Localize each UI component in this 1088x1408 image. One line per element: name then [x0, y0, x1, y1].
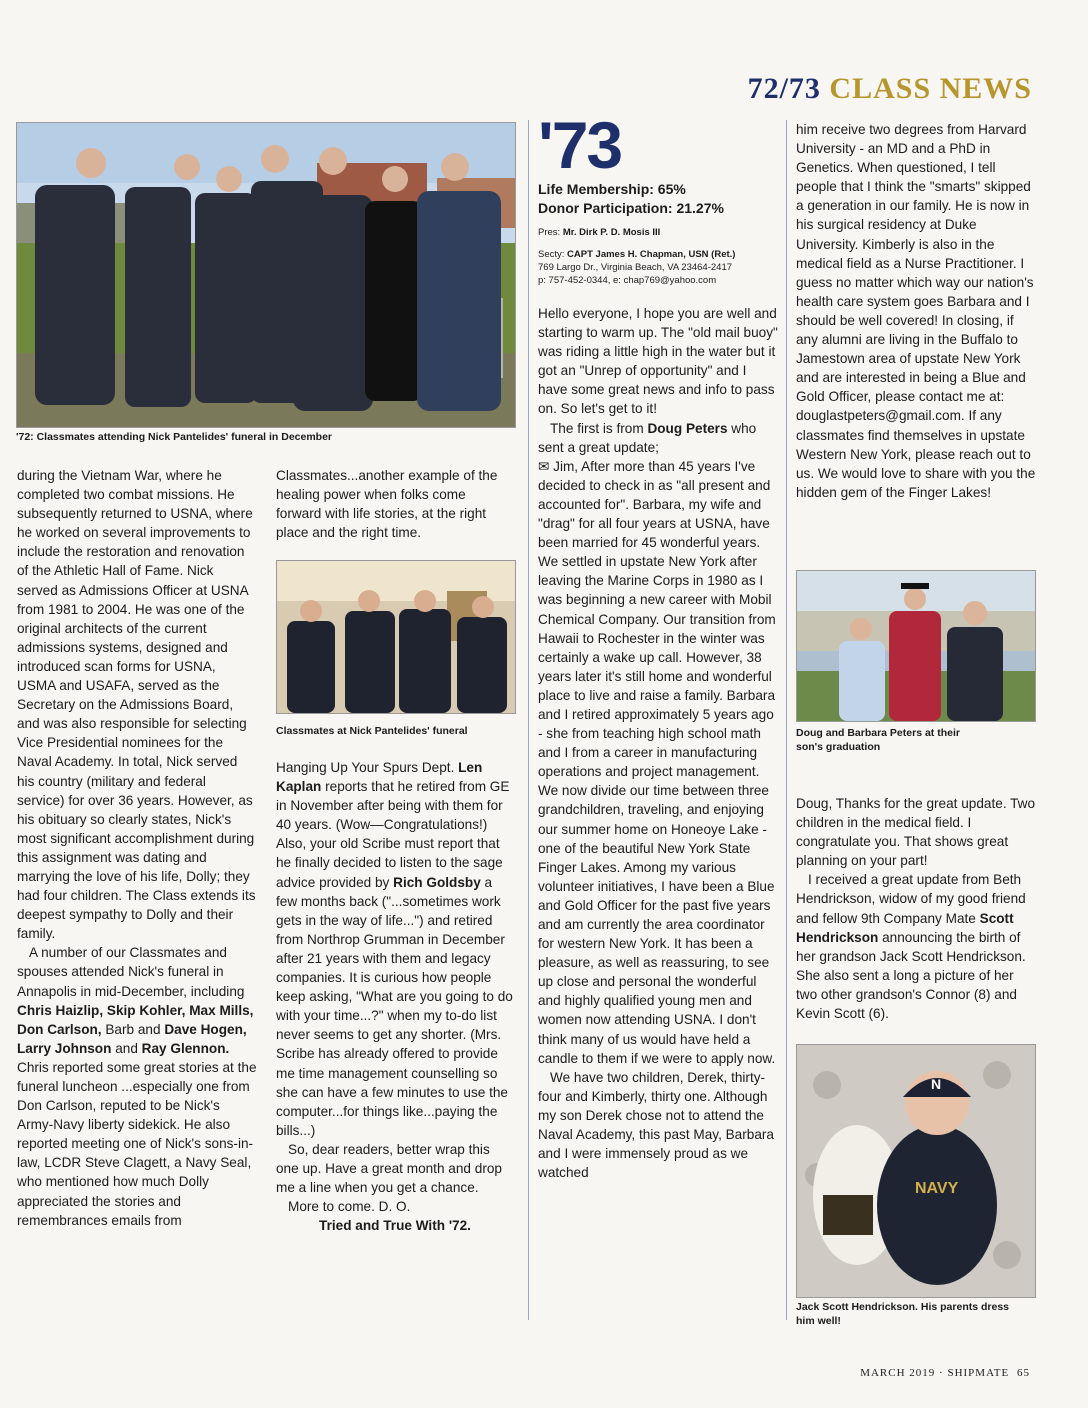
photo-four-classmates-caption: Classmates at Nick Pantelides' funeral	[276, 725, 468, 737]
col4-paragraph-1: him receive two degrees from Harvard University - an MD and a PhD in Genetics. When questioned, I tell people that I think the "smarts" skipped a generation in our family. He is now in his surgical residency at Duke University. Kimberly is also in the medical field as a Nurse Practitioner. I guess no matter which way our nation's health care system goes Barbara and I should be well covered! In closing, if any alumni are living in the Buffalo to Jamestown area of upstate New York and are interested in being a Blue and Gold Officer, please contact me at: douglastpeters@gmail.com. If any classmates find themselves in upstate Western New York, please reach out to us. We would love to share with you the hidden gem of the Finger Lakes!	[796, 122, 1036, 500]
column-2-continued	[276, 758, 514, 1235]
page-number: 65	[1017, 1367, 1030, 1379]
col3-p2-text-b: who sent a great update;	[538, 420, 757, 455]
col3-paragraph-4: We have two children, Derek, thirty-four and Kimberly, thirty one. Although my son Derek chose not to attend the Naval Academy, this past May, Barbara and I were immensely proud as we watched	[538, 1069, 774, 1181]
cap-letter: N	[931, 1076, 942, 1092]
donor-participation-stat: Donor Participation: 21.27%	[538, 200, 724, 216]
column-4-continued	[796, 794, 1036, 1023]
col2-signoff: Tried and True With '72.	[319, 1218, 471, 1234]
col3-name-peters: Doug Peters	[647, 420, 728, 436]
photo-funeral-caption: '72: Classmates attending Nick Pantelides' funeral in December	[16, 431, 333, 443]
col2-paragraph-1: Classmates...another example of the healing power when folks come forward with life stories, at the right place and the right time.	[276, 468, 498, 541]
life-membership-stat: Life Membership: 65%	[538, 181, 686, 197]
class-year-73: '73	[538, 108, 622, 182]
col3-paragraph-2	[538, 419, 778, 457]
col1-p2-text-b: Barb and	[101, 1021, 165, 1037]
col1-p2-text-a: A number of our Classmates and spouses attended Nick's funeral in Annapolis in mid-December, including	[17, 945, 245, 999]
section-title: CLASS NEWS	[829, 72, 1032, 105]
column-divider-right	[786, 120, 787, 1320]
col3-p3-text: Jim, After more than 45 years I've decided to check in as "all present and accounted for". Barbara, my wife and "drag" for all four years at USNA, have been married for 45 wonderful years. We settled in upstate New York after leaving the Marine Corps in 1980 as I was beginning a new career with Mobil Chemical Company. Our transition from Hawaii to Rochester in the winter was certainly a wake up call. However, 38 years later it's still home and wonderful place to live and raise a family. Barbara and I retired approximately 5 years ago - she from teaching high school math and I from a career in manufacturing operations and project management. We now divide our time between three grandchildren, traveling, and enjoying our summer home on Honeoye Lake - one of the beautiful New York State Finger Lakes. Among my various volunteer initiatives, I have been a Blue and Gold Officer for the past five years and am currently the area coordinator for western New York. It has been a pleasure, as well as reassuring, to see up close and personal the wonderful and highly qualified young men and women now attending USNA. I don't think many of us would have held a candle to them if we were to apply now.	[538, 458, 776, 1066]
col2-paragraph-2	[276, 758, 514, 1140]
page-footer	[860, 1367, 1030, 1379]
col2-name-goldsby: Rich Goldsby	[393, 874, 481, 890]
col3-paragraph-3	[538, 457, 778, 1068]
col1-p2-text-c: and	[111, 1040, 142, 1056]
secretary-contact: p: 757-452-0344, e: chap769@yahoo.com	[538, 275, 717, 286]
section-header	[748, 72, 1032, 106]
baby-caption-line1: Jack Scott Hendrickson. His parents dress	[796, 1301, 1009, 1313]
class-stats	[538, 180, 724, 218]
col3-paragraph-1: Hello everyone, I hope you are well and starting to warm up. The "old mail buoy" was riding a little high in the water but it got an "Unrep of opportunity" and I have some great news and info to pass on. So let's get to it!	[538, 306, 778, 417]
col4-p3-text-a: I received a great update from Beth Hendrickson, widow of my good friend and fellow 9th Company Mate	[796, 872, 1026, 926]
col4-paragraph-2: Doug, Thanks for the great update. Two children in the medical field. I congratulate you. That shows great planning on your part!	[796, 796, 1036, 869]
secretary-name: CAPT James H. Chapman, USN (Ret.)	[567, 249, 736, 260]
photo-graduation-caption	[796, 726, 1034, 754]
photo-funeral-group	[16, 122, 516, 428]
photo-baby-caption	[796, 1300, 1034, 1328]
column-divider-left	[528, 120, 529, 1320]
class-secretary	[538, 248, 783, 287]
president-name: Mr. Dirk P. D. Mosis III	[562, 227, 661, 238]
president-label: Pres:	[538, 227, 563, 238]
col4-name-hendrickson: Scott Hendrickson	[796, 910, 1014, 945]
col1-names-2: Dave Hogen, Larry Johnson	[17, 1021, 247, 1056]
graduation-caption-line2: son's graduation	[796, 741, 881, 753]
col1-names-3: Ray Glennon.	[141, 1040, 230, 1056]
baby-image	[797, 1045, 1035, 1297]
photo-graduation	[796, 570, 1036, 722]
class-president	[538, 226, 783, 239]
graduation-caption-line1: Doug and Barbara Peters at their	[796, 727, 960, 739]
column-2	[276, 466, 514, 542]
baby-caption-line2: him well!	[796, 1315, 841, 1327]
col2-paragraph-4: More to come. D. O.	[288, 1199, 411, 1215]
col2-paragraph-3: So, dear readers, better wrap this one up. Have a great month and drop me a line when you get a chance.	[276, 1141, 502, 1196]
col4-paragraph-3	[796, 870, 1036, 1023]
photo-baby	[796, 1044, 1036, 1298]
col1-p2-text-d: Chris reported some great stories at the funeral luncheon ...especially one from Don Carlson, reputed to be Nick's Army-Navy liberty sidekick. He also reported meeting one of Nick's sons-in-law, LCDR Steve Clagett, a Navy Seal, who mentioned how much Dolly appreciated the stories and remembrances emails from	[17, 1059, 257, 1228]
column-1	[17, 466, 257, 1230]
col2-p2-text-a: Hanging Up Your Spurs Dept.	[276, 760, 459, 775]
photo-four-classmates	[276, 560, 516, 714]
col2-name-kaplan: Len Kaplan	[276, 760, 483, 795]
four-classmates-image	[277, 561, 515, 713]
col1-names-1: Chris Haizlip, Skip Kohler, Max Mills, Don Carlson,	[17, 1002, 254, 1037]
secretary-label: Secty:	[538, 249, 568, 260]
col1-paragraph-2	[17, 943, 257, 1229]
funeral-group-image	[17, 123, 515, 427]
col3-p2-text-a: The first is from	[550, 420, 648, 436]
shirt-text: NAVY	[915, 1180, 959, 1197]
issue-label: MARCH 2019 · SHIPMATE	[860, 1367, 1010, 1379]
secretary-address: 769 Largo Dr., Virginia Beach, VA 23464-2417	[538, 262, 733, 273]
column-4	[796, 120, 1036, 502]
col1-paragraph-1: during the Vietnam War, where he completed two combat missions. He subsequently returned to USNA, where he worked on several improvements to include the restoration and renovation of the Athletic Hall of Fame. Nick served as Admissions Officer at USNA from 1981 to 2004. He was one of the original architects of the current admissions systems, designed and introduced scan forms for USNA, USMA and USAFA, served as the Secretary on the Admissions Board, and was also responsible for selecting Vice Presidential nominees for the Naval Academy. In total, Nick served his country (military and federal service) for over 36 years. However, as his obituary so clearly states, Nick's most significant accomplishment during this assignment was dating and marrying the love of his life, Dolly; they had four children. The Class extends its deepest sympathy to Dolly and their family.	[17, 468, 256, 942]
col2-p2-text-c: a few months back ("...sometimes work gets in the way of life...") and retired from Northrop Grumman in December after 21 years with them and legacy companies. It is curious how people keep asking, "What are you going to do with your time...?" when my to-do list never seems to get any shorter. (Mrs. Scribe has already offered to provide me time management counselling so she can have a few minutes to use the computer...for things like...paying the bills...)	[276, 874, 513, 1138]
column-3	[538, 304, 778, 1182]
class-years: 72/73	[747, 72, 821, 105]
col4-p3-text-b: announcing the birth of her grandson Jack Scott Hendrickson. She also sent a long a picture of her two other grandson's Connor (8) and Kevin Scott (6).	[796, 929, 1026, 1022]
graduation-image	[797, 571, 1035, 721]
mail-icon: ✉	[538, 458, 550, 474]
col2-p2-text-b: reports that he retired from GE in November after being with them for 40 years. (Wow—Congratulations!) Also, your old Scribe must report that he finally decided to listen to the sage advice provided by	[276, 779, 510, 890]
